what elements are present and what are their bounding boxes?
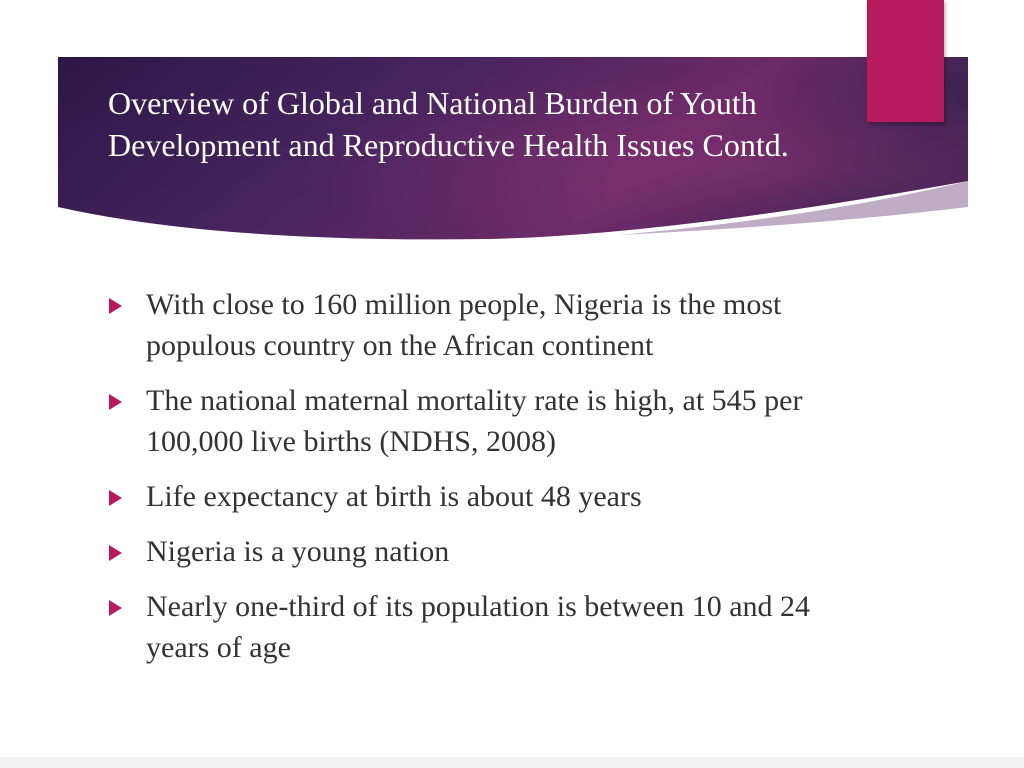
triangle-right-icon — [109, 600, 122, 616]
accent-tab — [867, 0, 944, 122]
bullet-text: With close to 160 million people, Nigeria is the most populous country on the African continent — [146, 288, 782, 362]
slide-title: Overview of Global and National Burden of Youth Development and Reproductive Health Issues Contd. — [108, 85, 789, 163]
bottom-strip — [0, 757, 1024, 768]
bullet-text: Nearly one-third of its population is between 10 and 24 years of age — [146, 590, 811, 664]
bullet-text: Nigeria is a young nation — [146, 535, 450, 568]
triangle-right-icon — [109, 490, 122, 506]
list-item — [107, 531, 827, 572]
title-band — [58, 57, 968, 242]
triangle-right-icon — [109, 298, 122, 314]
list-item — [107, 284, 827, 366]
list-item — [107, 476, 827, 517]
triangle-right-icon — [109, 394, 122, 410]
bullet-text: The national maternal mortality rate is high, at 545 per 100,000 live births (NDHS, 2008) — [146, 384, 803, 458]
list-item — [107, 380, 827, 462]
triangle-right-icon — [109, 545, 122, 561]
bullet-text: Life expectancy at birth is about 48 years — [146, 480, 642, 513]
bullet-list — [107, 284, 827, 682]
list-item — [107, 586, 827, 668]
